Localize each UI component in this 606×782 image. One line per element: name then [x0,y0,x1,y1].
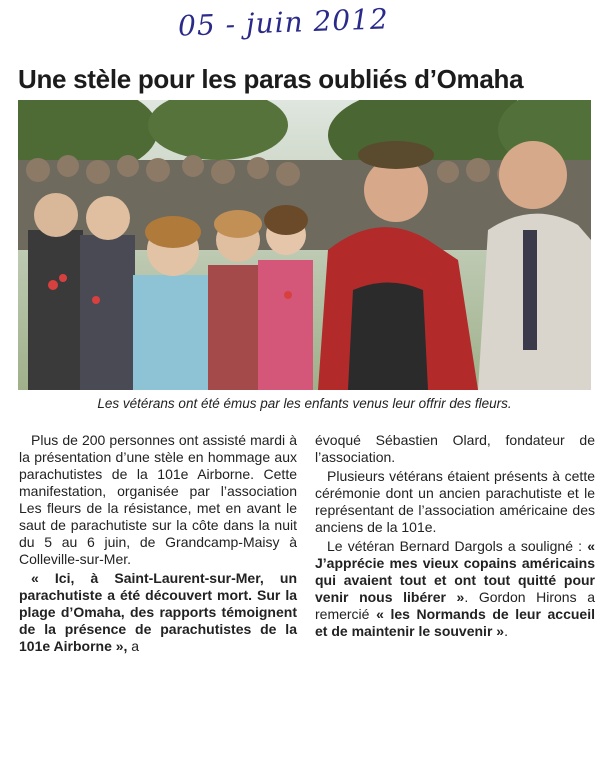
paragraph-quote [19,570,297,655]
quote-text: « les Normands de leur accueil et de maintenir le souvenir » [315,606,595,639]
handwritten-date: 05 - juin 2012 [177,2,390,43]
quote-attribution-start: a [127,638,140,654]
article-column-right [315,432,595,640]
quote-connector: . Gordon Hirons a remercié [315,589,595,622]
ceremony-photo-illustration [18,100,591,390]
quote-end: . [504,623,508,639]
article-photo [18,100,591,390]
article-headline: Une stèle pour les paras oubliés d’Omaha [18,64,524,94]
quote-text: « Ici, à Saint-Laurent-sur-Mer, un parachutiste a été découvert mort. Sur la plage d’Omaha, des rapports témoignent de la présence de parachutistes de la 101e Airborne », [19,570,297,654]
paragraph: Plus de 200 personnes ont assisté mardi à la présentation d’une stèle en hommage aux parachutistes de la 101e Airborne. Cette manifestation, organisée par l’association Les fleurs de la résistance, met en avant le saut de parachutiste sur la côte dans la nuit du 5 au 6 juin, de Grandcamp-Maisy à Colleville-sur-Mer. [19,432,297,567]
paragraph-quotes [315,538,595,640]
paragraph-continued: évoqué Sébastien Olard, fondateur de l’association. [315,432,595,465]
quote-intro: Le vétéran Bernard Dargols a souligné : [327,538,588,554]
photo-caption: Les vétérans ont été émus par les enfants venus leur offrir des fleurs. [97,396,512,411]
quote-text: « J’apprécie mes vieux copains américains qui avaient tout et ont tout quitté pour venir nous libérer » [315,538,595,605]
article-column-left [19,432,297,655]
paragraph: Plusieurs vétérans étaient présents à cette cérémonie dont un ancien parachutiste et le représentant de l’association américaine des anciens de la 101e. [315,468,595,535]
